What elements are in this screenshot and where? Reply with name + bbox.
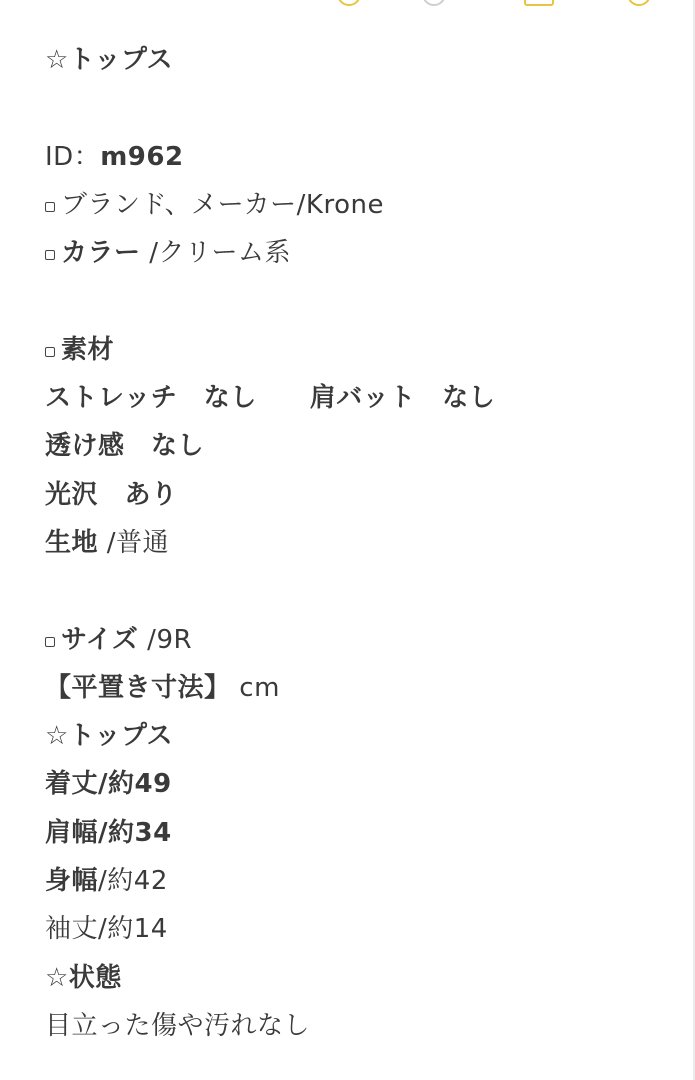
brand-label: ブランド、メーカー [61, 189, 297, 220]
stretch-line [45, 374, 685, 422]
length-label: 着丈 [45, 769, 99, 800]
condition-label: ☆状態 [45, 962, 122, 993]
gloss-line [45, 471, 685, 519]
length-line [45, 760, 685, 808]
gloss-label: 光沢 [45, 479, 99, 510]
shoulder-label: 肩幅 [45, 817, 99, 848]
sheer-label: 透け感 [45, 431, 125, 462]
size-value: /9R [138, 624, 193, 655]
sleeve-line [45, 905, 685, 953]
fabric-label: 生地 [45, 527, 99, 558]
measure-label: 【平置き寸法】 [45, 672, 231, 703]
checkbox-icon [45, 637, 55, 647]
condition-line [45, 1002, 685, 1050]
section-title [45, 36, 685, 84]
size-label: サイズ [61, 624, 139, 655]
length-value: /約49 [98, 769, 172, 800]
size-line [45, 616, 685, 664]
material-title-line [45, 326, 685, 374]
color-line [45, 229, 685, 277]
material-title: 素材 [61, 334, 115, 365]
tops-label: ☆トップス [45, 721, 173, 752]
shoulder-value: /約34 [98, 817, 172, 848]
measure-line [45, 664, 685, 712]
condition-text: 目立った傷や汚れなし [45, 1010, 311, 1041]
status-icon[interactable] [422, 0, 446, 6]
measure-unit: cm [230, 672, 280, 703]
color-value: /クリーム系 [140, 238, 292, 269]
fabric-line [45, 519, 685, 567]
condition-title-line [45, 954, 685, 1002]
sheer-line [45, 422, 685, 470]
brand-line [45, 181, 685, 229]
tops-line [45, 712, 685, 760]
status-icon[interactable] [627, 0, 651, 6]
item-description [45, 36, 685, 1050]
blank-line [45, 84, 685, 132]
blank-line [45, 567, 685, 615]
note-icon[interactable] [524, 0, 554, 6]
gloss-value: あり [98, 479, 178, 510]
body-width-label: 身幅 [45, 866, 99, 897]
id-value: m962 [100, 141, 184, 172]
checkbox-icon [45, 202, 55, 212]
top-toolbar-fragment [0, 0, 695, 6]
shoulder-pad-label: 肩バット [256, 383, 416, 414]
shoulder-line [45, 809, 685, 857]
checkbox-icon [45, 347, 55, 357]
status-icon[interactable] [337, 0, 361, 6]
id-line [45, 133, 685, 181]
title-text: ☆トップス [45, 45, 173, 75]
fabric-value: /普通 [98, 527, 170, 558]
sheer-value: なし [124, 431, 205, 462]
stretch-value: なし [177, 383, 257, 414]
blank-line [45, 277, 685, 325]
brand-value: /Krone [296, 189, 384, 220]
checkbox-icon [45, 250, 55, 260]
shoulder-pad-value: なし [415, 383, 496, 414]
color-label: カラー [61, 238, 141, 269]
body-width-value: /約42 [98, 866, 168, 897]
stretch-label: ストレッチ [45, 383, 178, 414]
body-width-line [45, 857, 685, 905]
sleeve-text: 袖丈/約14 [45, 914, 168, 945]
id-label: ID： [45, 141, 101, 172]
